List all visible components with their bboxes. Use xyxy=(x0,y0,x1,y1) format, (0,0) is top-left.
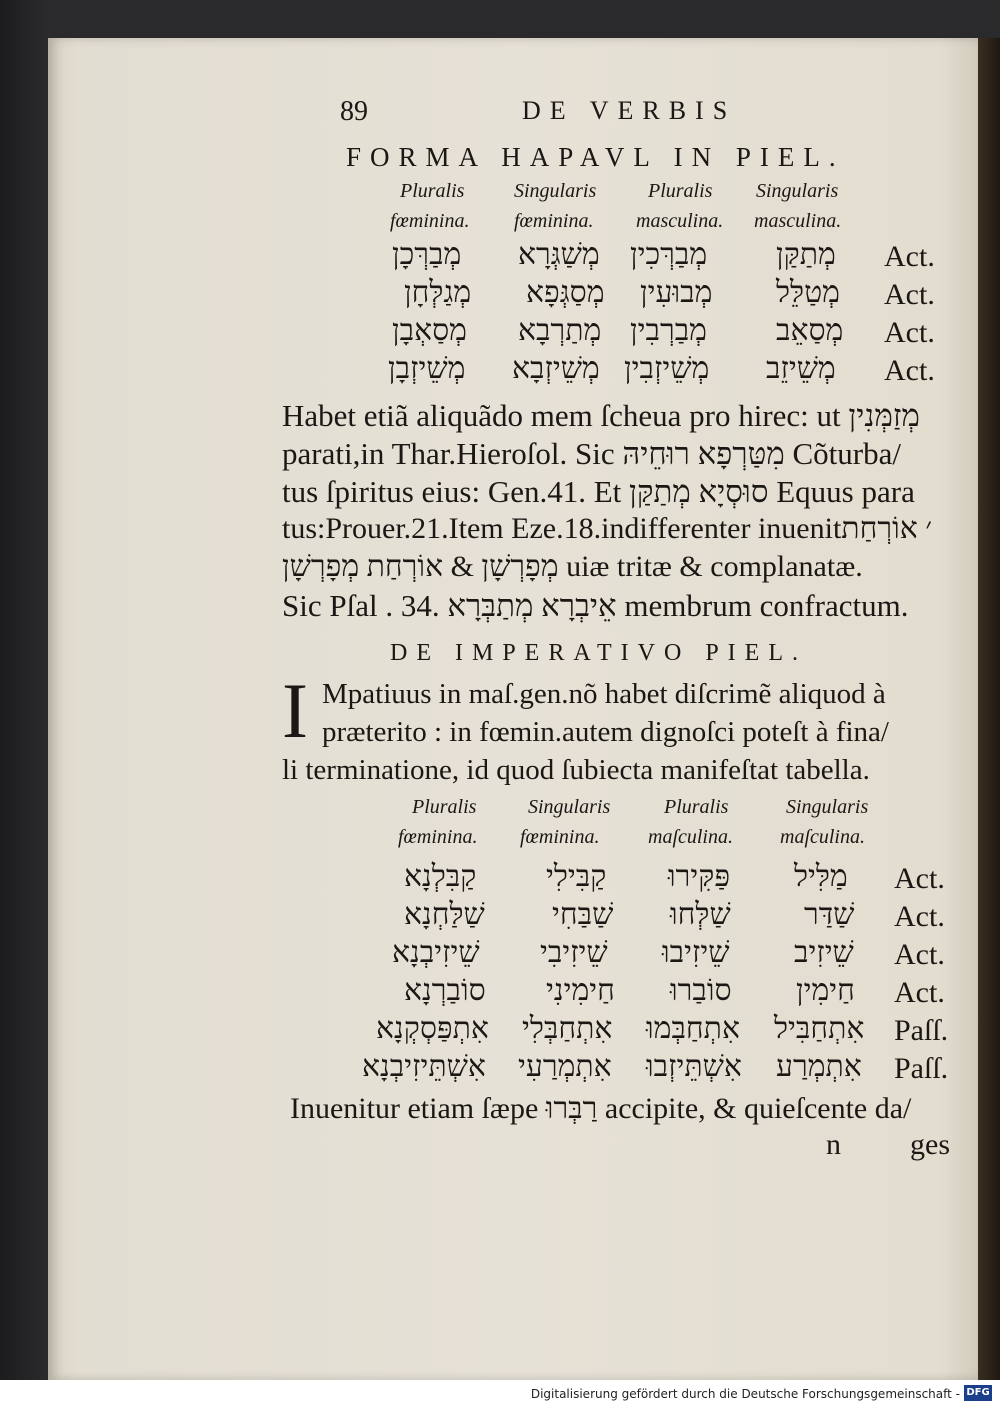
cell-sg-m: חַימִין xyxy=(796,974,855,1007)
col-header: Singularis xyxy=(786,796,869,818)
cell-sg-f: שֵׁיזִיבִי xyxy=(540,936,608,969)
cell-sg-m: מַלִּיל xyxy=(794,860,848,893)
footer-bar xyxy=(0,1380,1000,1407)
cell-pl-f: אִתְפַּסְקְנָא xyxy=(376,1012,489,1045)
book-edge xyxy=(978,38,1000,1380)
cell-pl-m: מְבוּעִין xyxy=(640,276,713,309)
running-head: DE VERBIS xyxy=(522,96,737,125)
cell-pl-m: מְבַרְבִין xyxy=(630,314,707,347)
page-number: 89 xyxy=(340,96,368,127)
cell-tag: Act. xyxy=(894,900,945,933)
cell-sg-f: חַימִינִי xyxy=(546,974,615,1007)
cell-sg-m: מְטַלֵּל xyxy=(776,276,840,309)
cell-sg-m: שַׁדַּר xyxy=(804,898,855,931)
cell-pl-f: שֵׁיזִיבְנָא xyxy=(392,936,480,969)
cell-sg-m: מְתַקַּן xyxy=(776,238,836,271)
cell-pl-f: מְסַאְבָן xyxy=(392,314,467,347)
cell-tag: Act. xyxy=(884,316,935,349)
cell-sg-m: שֵׁיזִיב xyxy=(794,936,854,969)
cell-tag: Paſſ. xyxy=(894,1014,949,1047)
cell-sg-f: שַׁבַּחִי xyxy=(552,898,614,931)
text-line: tus:Prouer.21.Item Eze.18.indifferenter inuenit׳ אוֹרְחַת xyxy=(282,512,933,545)
text-line: Mpatiuus in maſ.gen.nõ habet diſcrimẽ aliquod à xyxy=(322,678,886,710)
cell-pl-f: קַבִּלְנָא xyxy=(404,860,477,893)
text-line: li terminatione, id quod ſubiecta manifeſtat tabella. xyxy=(282,754,870,786)
cell-pl-m: מְשֵׁיזְבִין xyxy=(624,352,710,385)
text-line: Inuenitur etiam ſæpe רַבְּרוּ accipite, & quieſcente da/ xyxy=(290,1092,912,1125)
cell-sg-m: אִתְמְרַע xyxy=(776,1050,862,1083)
cell-sg-f: מְתַרְבָא xyxy=(518,314,602,347)
col-header: Singularis xyxy=(528,796,611,818)
col-header: maſculina. xyxy=(780,826,865,848)
cell-sg-m: אִתְחַבִּיל xyxy=(774,1012,865,1045)
cell-sg-f: אִתְמְרַעִי xyxy=(518,1050,612,1083)
cell-tag: Act. xyxy=(884,354,935,387)
cell-sg-f: מְשֵׁיזְבָא xyxy=(512,352,600,385)
col-header: Singularis xyxy=(756,180,839,202)
col-header: fœminina. xyxy=(390,210,470,232)
cell-pl-m: אִתְחַבְּמוּ xyxy=(646,1012,740,1045)
catchword: n xyxy=(826,1128,841,1161)
cell-pl-m: אִשְׁתֵּיזְבוּ xyxy=(646,1050,742,1083)
text-line: præterito : in fœmin.autem dignoſci poteſt à fina/ xyxy=(322,716,889,748)
text-line: Habet etiã aliquãdo mem ſcheua pro hirec: ut מְזַמְּנִין xyxy=(282,398,920,433)
col-header: maſculina. xyxy=(648,826,733,848)
cell-sg-f: מְסַגְּפָא xyxy=(526,276,605,309)
cell-sg-m: מְסַאֵב xyxy=(776,314,844,347)
col-header: masculina. xyxy=(754,210,842,232)
cell-pl-m: סוֹבַרוּ xyxy=(670,974,732,1007)
col-header: fœminina. xyxy=(514,210,594,232)
cell-pl-f: מְשֵׁיזְבָן xyxy=(388,352,466,385)
cell-pl-f: מְבַרְּכָן xyxy=(392,238,462,271)
col-header: fœminina. xyxy=(520,826,600,848)
cell-pl-f: שַׁלַּחְנָא xyxy=(404,898,485,931)
cell-sg-f: אִתְחַבְּלִי xyxy=(522,1012,613,1045)
col-header: Pluralis xyxy=(412,796,477,818)
text-line: parati,in Thar.Hieroſol. Sic מִטַּרְפָא רוּחֵיהּ Cõturba/ xyxy=(282,436,901,471)
col-header: fœminina. xyxy=(398,826,478,848)
col-header: Pluralis xyxy=(664,796,729,818)
cell-pl-f: סוֹבַרְנָא xyxy=(404,974,486,1007)
text-line: tus ſpiritus eius: Gen.41. Et סוּסְיָא מְתַקַּן Equus para xyxy=(282,474,915,509)
cell-sg-m: מְשֵׁיזֵב xyxy=(766,352,836,385)
col-header: Pluralis xyxy=(400,180,465,202)
cell-tag: Act. xyxy=(894,862,945,895)
cell-tag: Act. xyxy=(894,976,945,1009)
catchword: ges xyxy=(910,1128,950,1161)
cell-pl-m: מְבַרְּכִין xyxy=(630,238,708,271)
cell-tag: Act. xyxy=(894,938,945,971)
col-header: masculina. xyxy=(636,210,724,232)
scan-left-margin xyxy=(0,0,48,1380)
cell-pl-m: פַּקִּירוּ xyxy=(668,860,731,893)
section-title: DE IMPERATIVO PIEL. xyxy=(390,640,807,666)
cell-pl-m: שַׁלְּחוּ xyxy=(670,898,731,931)
col-header: Singularis xyxy=(514,180,597,202)
col-header: Pluralis xyxy=(648,180,713,202)
drop-cap: I xyxy=(282,667,308,754)
dfg-logo: DFG xyxy=(964,1385,992,1401)
cell-sg-f: קַבִּילִי xyxy=(546,860,607,893)
cell-pl-f: אִשְׁתֵּיזִיבְנָא xyxy=(362,1050,486,1083)
cell-pl-m: שֵׁיזִיבוּ xyxy=(662,936,730,969)
footer-credit: Digitalisierung gefördert durch die Deutsche Forschungsgemeinschaft - xyxy=(530,1387,960,1401)
cell-tag: Paſſ. xyxy=(894,1052,949,1085)
section-title: FORMA HAPAVL IN PIEL. xyxy=(346,142,845,172)
cell-sg-f: מְשַׁגְּרָא xyxy=(518,238,600,271)
cell-tag: Act. xyxy=(884,240,935,273)
text-line: Sic Pſal . 34. אֵיבְרָא מְתַבְּרָא membrum confractum. xyxy=(282,588,909,623)
cell-pl-f: מְגַלְּחָן xyxy=(404,276,472,309)
cell-tag: Act. xyxy=(884,278,935,311)
text-line: מְפָרְשָׁן & אוֹרְחַת מְפָרְשָׁן uiæ tritæ & complanatæ. xyxy=(282,550,863,583)
